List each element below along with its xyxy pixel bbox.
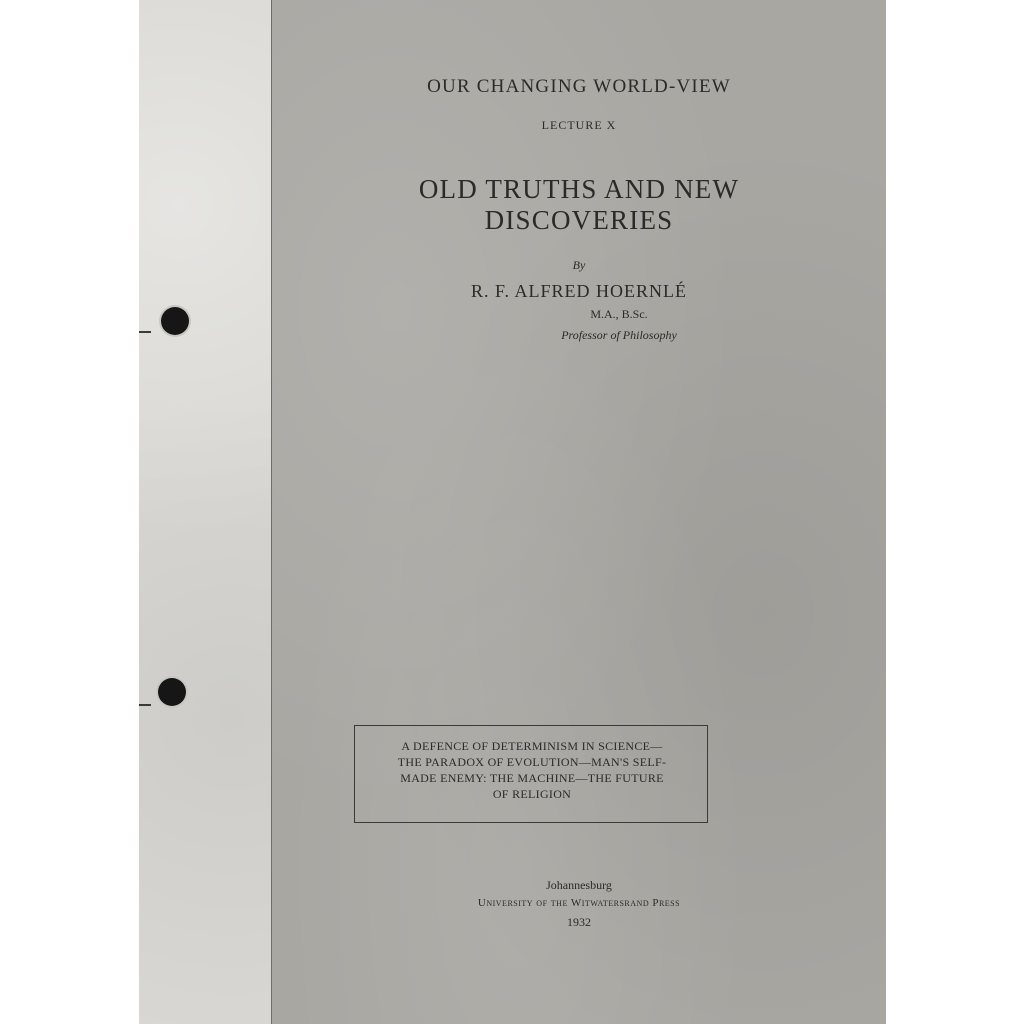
byline: By: [572, 258, 586, 272]
contents-line: OF RELIGION: [492, 787, 572, 801]
book-cover: [271, 0, 886, 1024]
punch-hole: [158, 678, 186, 706]
binding-tick-mark: [139, 704, 151, 706]
contents-line: A DEFENCE OF DETERMINISM IN SCIENCE—: [401, 739, 663, 753]
punch-hole: [161, 307, 189, 335]
contents-box: [354, 725, 708, 823]
contents-line: MADE ENEMY: THE MACHINE—THE FUTURE: [400, 771, 664, 785]
imprint-city: Johannesburg: [546, 878, 612, 892]
author-name: R. F. ALFRED HOERNLÉ: [470, 281, 688, 301]
contents-list: [355, 738, 709, 802]
author-role: Professor of Philosophy: [561, 328, 677, 342]
imprint-year: 1932: [567, 915, 591, 929]
contents-line: THE PARADOX OF EVOLUTION—MAN'S SELF-: [397, 755, 667, 769]
book-title-line: OLD TRUTHS AND NEW: [418, 174, 740, 204]
imprint-publisher: University of the Witwatersrand Press: [477, 897, 681, 909]
author-degrees: M.A., B.Sc.: [590, 307, 648, 321]
binding-strip: [139, 0, 271, 1024]
binding-tick-mark: [139, 331, 151, 333]
lecture-number: LECTURE X: [541, 118, 617, 132]
series-title: OUR CHANGING WORLD-VIEW: [427, 76, 731, 97]
book-title-line: DISCOVERIES: [484, 205, 674, 235]
book-title: [272, 174, 886, 236]
